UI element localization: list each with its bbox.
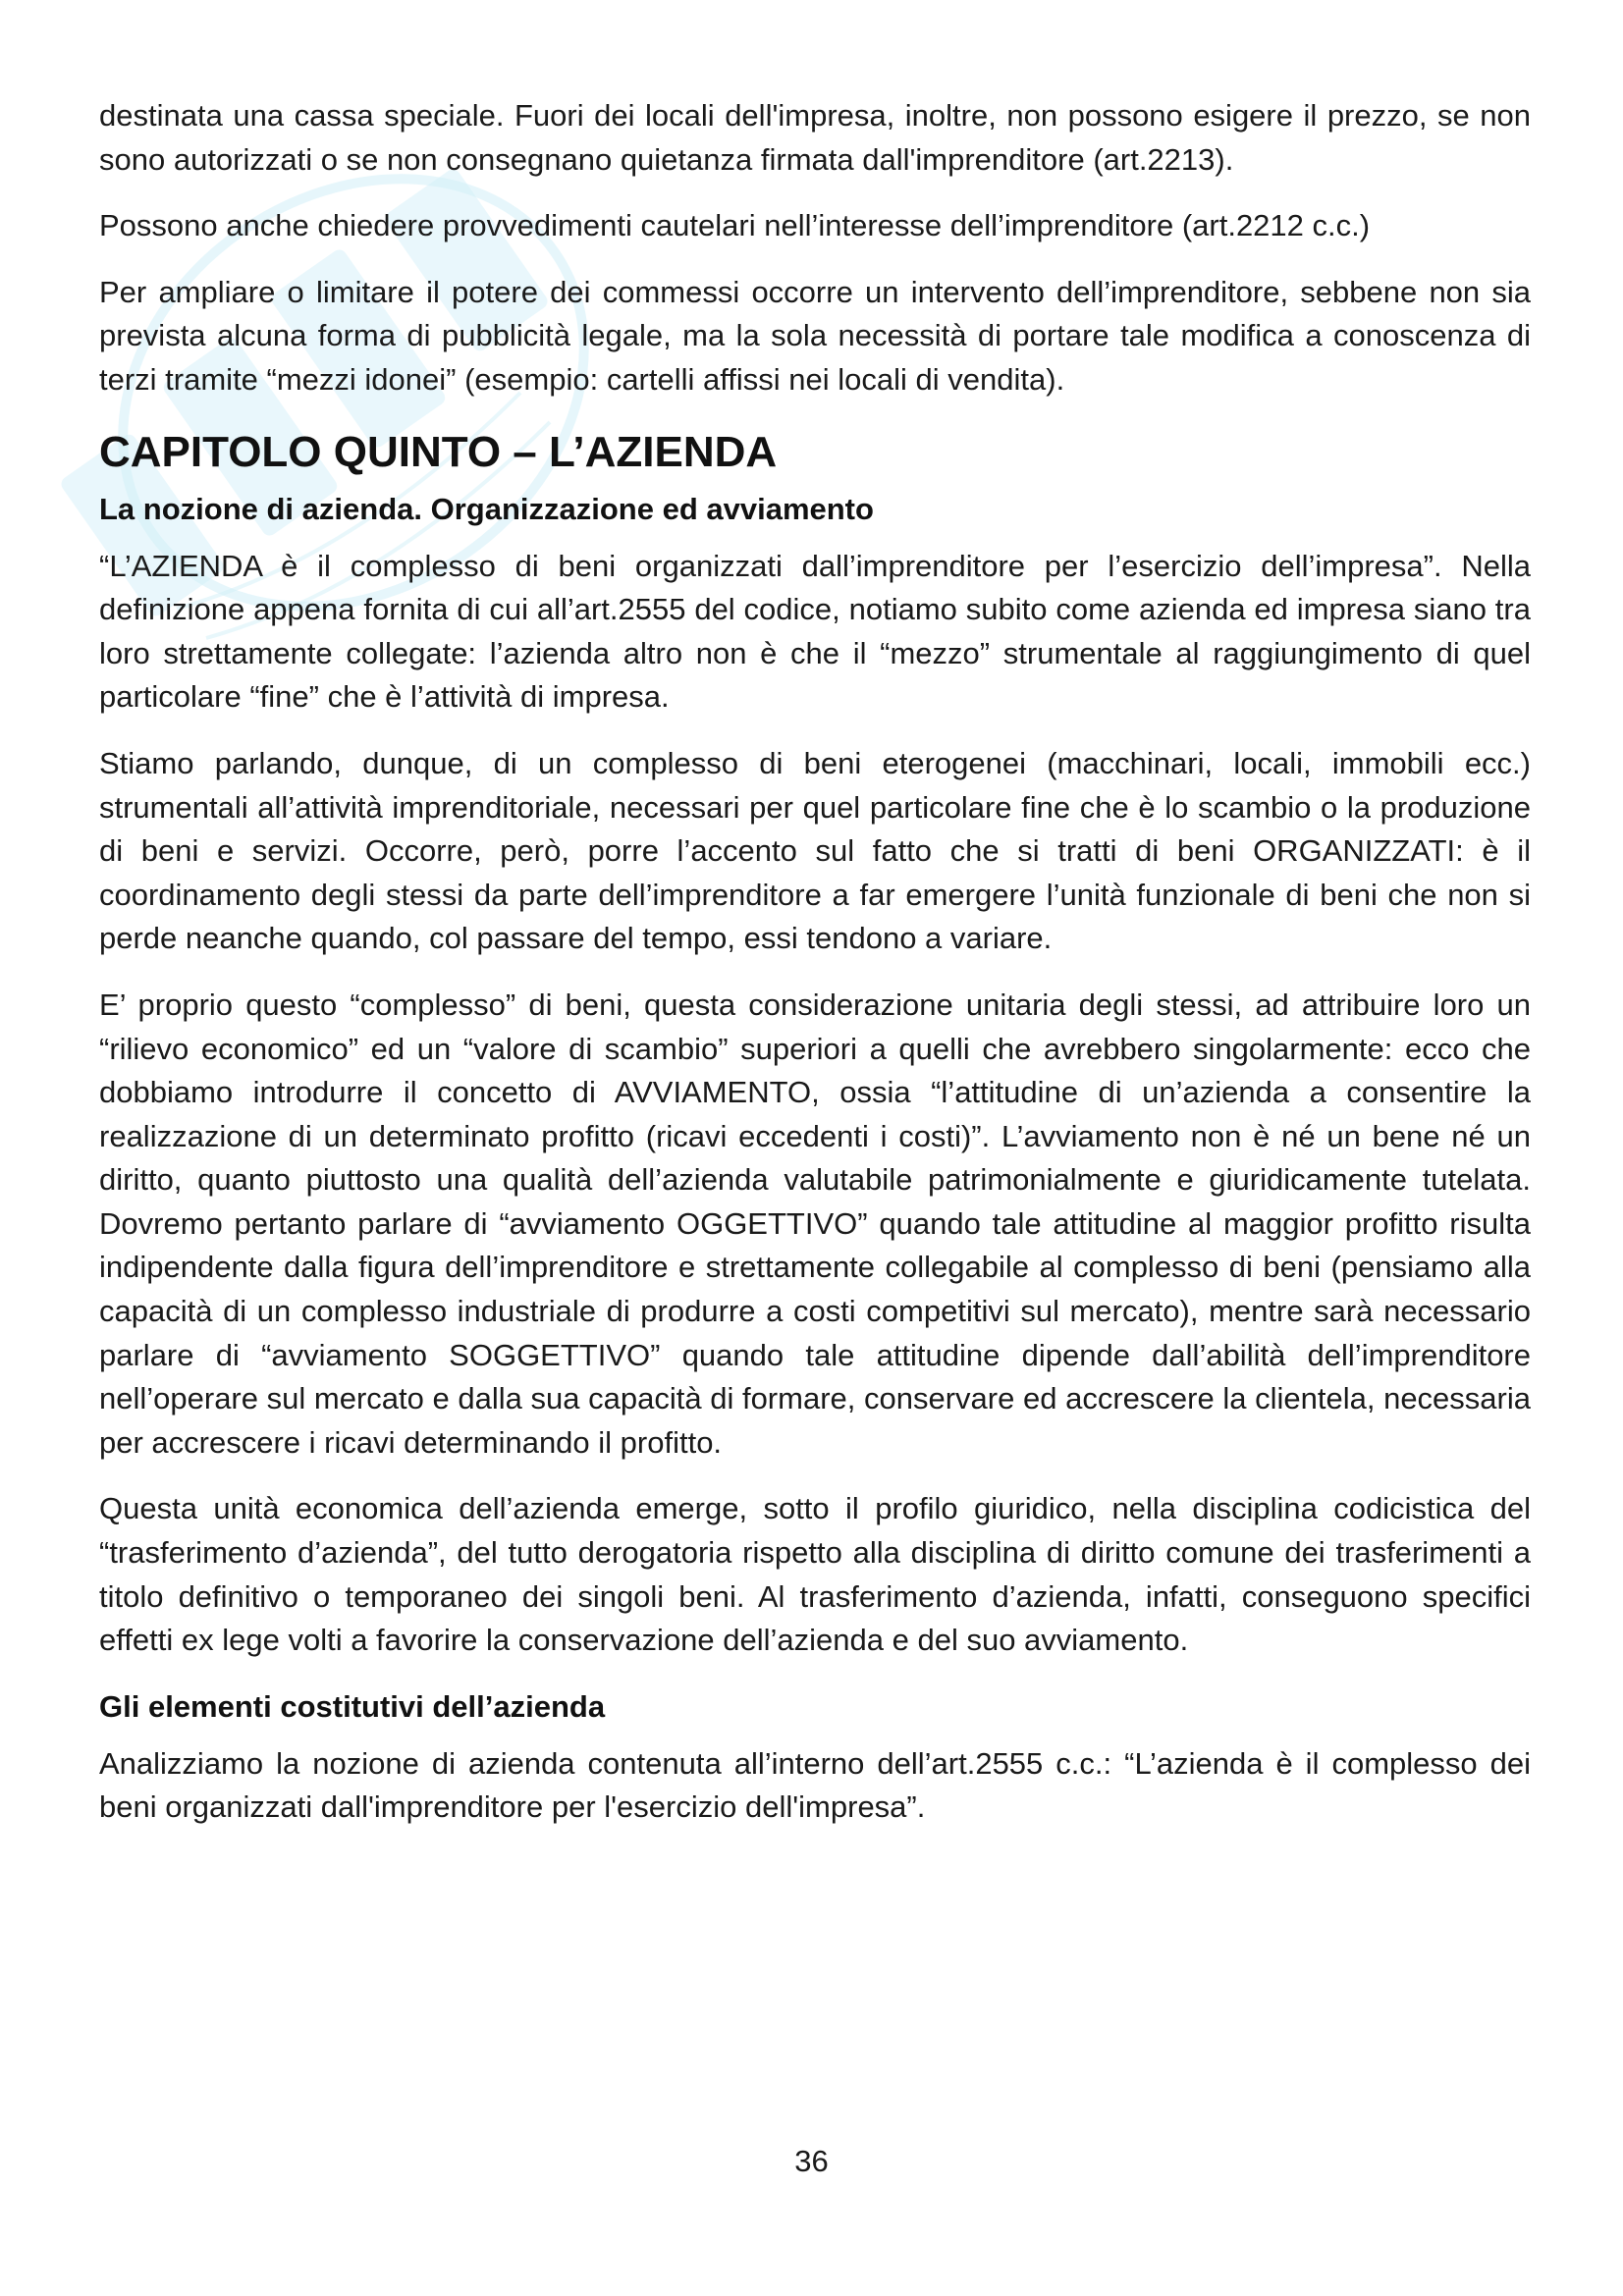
section-heading-elementi: Gli elementi costitutivi dell’azienda xyxy=(99,1688,606,1724)
paragraph-avviamento: E’ proprio questo “complesso” di beni, questa considerazione unitaria degli stessi, ad attribuire loro un “rilievo economico” ed un “valore di scambio” superiori a quelli che avrebbero singolarmente: ecco che dobbiamo introdurre il concetto di AVVIAMENTO, ossia “l’attitudine di un’azienda a consentire la realizzazione di un determinato profitto (ricavi eccedenti i costi)”. L’avviamento non è né un bene né un diritto, quanto piuttosto una qualità dell’azienda valutabile patrimonialmente e giuridicamente tutelata. Dovremo pertanto parlare di “avviamento OGGETTIVO” quando tale attitudine al maggior profitto risulta indipendente dalla figura dell’imprenditore e strettamente collegabile al complesso di beni (pensiamo alla capacità di un complesso industriale di produrre a costi competitivi sul mercato), mentre sarà necessario parlare di “avviamento SOGGETTIVO” quando tale attitudine dipende dall’abilità dell’imprenditore nell’operare sul mercato e dalla sua capacità di formare, conservare ed accrescere la clientela, necessaria per accrescere i ricavi determinando il profitto. xyxy=(99,987,1531,1460)
chapter-title: CAPITOLO QUINTO – L’AZIENDA xyxy=(99,427,778,476)
paragraph-intro-1: destinata una cassa speciale. Fuori dei locali dell'impresa, inoltre, non possono esigere il prezzo, se non sono autorizzati o se non consegnano quietanza firmata dall'imprenditore (art.2213). xyxy=(99,98,1531,177)
document-body xyxy=(99,94,1531,1830)
paragraph-intro-3: Per ampliare o limitare il potere dei commessi occorre un intervento dell’imprenditore, sebbene non sia prevista alcuna forma di pubblicità legale, ma la sola necessità di portare tale modifica a conoscenza di terzi tramite “mezzi idonei” (esempio: cartelli affissi nei locali di vendita). xyxy=(99,274,1531,397)
paragraph-beni-organizzati: Stiamo parlando, dunque, di un complesso di beni eterogenei (macchinari, locali, immobili ecc.) strumentali all’attività imprenditoriale, necessari per quel particolare fine che è lo scambio o la produzione di beni e servizi. Occorre, però, porre l’accento sul fatto che si tratti di beni ORGANIZZATI: è il coordinamento degli stessi da parte dell’imprenditore a far emergere l’unità funzionale di beni che non si perde neanche quando, col passare del tempo, essi tendono a variare. xyxy=(99,745,1531,956)
paragraph-trasferimento: Questa unità economica dell’azienda emerge, sotto il profilo giuridico, nella disciplina codicistica del “trasferimento d’azienda”, del tutto derogatoria rispetto alla disciplina di diritto comune dei trasferimenti a titolo definitivo o temporaneo dei singoli beni. Al trasferimento d’azienda, infatti, conseguono specifici effetti ex lege volti a favorire la conservazione dell’azienda e del suo avviamento. xyxy=(99,1491,1531,1658)
paragraph-intro-2: Possono anche chiedere provvedimenti cautelari nell’interesse dell’imprenditore (art.2212 c.c.) xyxy=(99,208,1371,243)
page-number: 36 xyxy=(794,2144,829,2178)
paragraph-definizione: “L’AZIENDA è il complesso di beni organizzati dall’imprenditore per l’esercizio dell’impresa”. Nella definizione appena fornita di cui all’art.2555 del codice, notiamo subito come azienda ed impresa siano tra loro strettamente collegate: l’azienda altro non è che il “mezzo” strumentale al raggiungimento di quel particolare “fine” che è l’attività di impresa. xyxy=(99,548,1531,715)
section-heading-nozione: La nozione di azienda. Organizzazione ed avviamento xyxy=(99,491,874,526)
paragraph-analisi: Analizziamo la nozione di azienda contenuta all’interno dell’art.2555 c.c.: “L’azienda è il complesso dei beni organizzati dall'imprenditore per l'esercizio dell'impresa”. xyxy=(99,1745,1531,1825)
